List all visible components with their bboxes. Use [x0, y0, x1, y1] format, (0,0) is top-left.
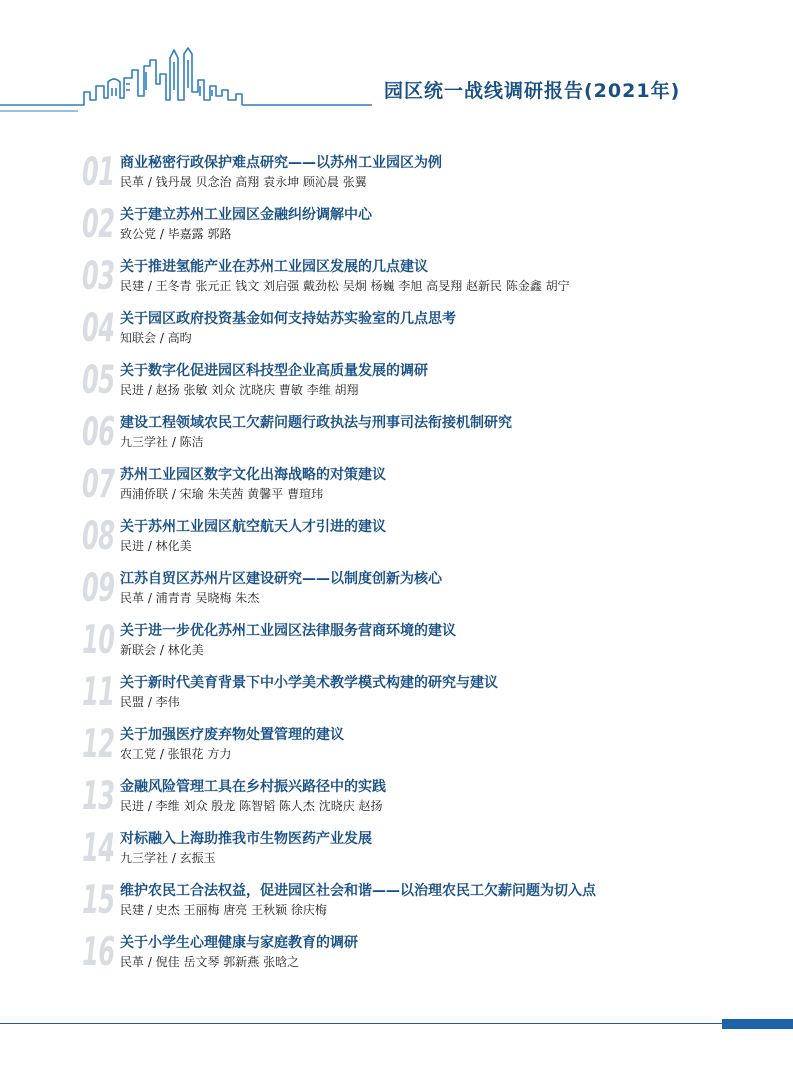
entry-title[interactable]: 关于加强医疗废弃物处置管理的建议 [120, 727, 344, 743]
entry-title[interactable]: 商业秘密行政保护难点研究——以苏州工业园区为例 [120, 155, 442, 171]
page-header [0, 40, 793, 120]
entry-number: 10 [82, 618, 115, 663]
entry-authors: 民革 / 浦青青 吴晓梅 朱杰 [120, 591, 260, 605]
entry-title[interactable]: 江苏自贸区苏州片区建设研究——以制度创新为核心 [120, 571, 442, 587]
entry-title[interactable]: 苏州工业园区数字文化出海战略的对策建议 [120, 467, 386, 483]
entry-number: 07 [82, 462, 115, 507]
entry-title[interactable]: 对标融入上海助推我市生物医药产业发展 [120, 831, 372, 847]
toc-entry[interactable] [82, 774, 772, 826]
entry-authors: 西浦侨联 / 宋瑜 朱芙茜 黄馨平 曹瑄玮 [120, 487, 324, 501]
toc-entry[interactable] [82, 202, 772, 254]
entry-authors: 民建 / 王冬青 张元正 钱文 刘启强 戴劲松 吴炯 杨巍 李旭 高旻翔 赵新民 陈金鑫 胡宁 [120, 279, 570, 293]
entry-title[interactable]: 金融风险管理工具在乡村振兴路径中的实践 [120, 779, 386, 795]
toc-entry[interactable] [82, 254, 772, 306]
entry-number: 15 [82, 878, 115, 923]
toc-entry[interactable] [82, 670, 772, 722]
toc-entry[interactable] [82, 930, 772, 982]
entry-title[interactable]: 维护农民工合法权益，促进园区社会和谐——以治理农民工欠薪问题为切入点 [120, 883, 596, 899]
entry-number: 09 [82, 566, 115, 611]
entry-title[interactable]: 关于苏州工业园区航空航天人才引进的建议 [120, 519, 386, 535]
report-title: 园区统一战线调研报告(2021年) [384, 80, 681, 102]
entry-authors: 民进 / 李维 刘众 殷龙 陈智韬 陈人杰 沈晓庆 赵扬 [120, 799, 383, 813]
entry-title[interactable]: 关于小学生心理健康与家庭教育的调研 [120, 935, 358, 951]
entry-number: 12 [82, 722, 115, 767]
entry-title[interactable]: 关于推进氢能产业在苏州工业园区发展的几点建议 [120, 259, 428, 275]
entry-number: 11 [82, 670, 115, 715]
entry-number: 13 [82, 774, 115, 819]
entry-authors: 民进 / 林化美 [120, 539, 192, 553]
entry-title[interactable]: 关于数字化促进园区科技型企业高质量发展的调研 [120, 363, 428, 379]
toc-entry[interactable] [82, 566, 772, 618]
entry-title[interactable]: 关于进一步优化苏州工业园区法律服务营商环境的建议 [120, 623, 456, 639]
entry-title[interactable]: 关于园区政府投资基金如何支持姑苏实验室的几点思考 [120, 311, 456, 327]
toc-entry[interactable] [82, 878, 772, 930]
table-of-contents [82, 150, 772, 982]
entry-authors: 民进 / 赵扬 张敏 刘众 沈晓庆 曹敏 李维 胡翔 [120, 383, 359, 397]
toc-entry[interactable] [82, 618, 772, 670]
entry-number: 08 [82, 514, 115, 559]
entry-number: 06 [82, 410, 115, 455]
toc-entry[interactable] [82, 826, 772, 878]
entry-authors: 民盟 / 李伟 [120, 695, 180, 709]
toc-entry[interactable] [82, 462, 772, 514]
entry-number: 16 [82, 930, 115, 975]
toc-entry[interactable] [82, 514, 772, 566]
footer-accent-bar [722, 1019, 793, 1029]
entry-number: 01 [82, 150, 115, 195]
entry-authors: 九三学社 / 陈洁 [120, 435, 204, 449]
entry-authors: 致公党 / 毕嘉露 郭路 [120, 227, 232, 241]
toc-entry[interactable] [82, 410, 772, 462]
entry-authors: 民革 / 倪佳 岳文琴 郭新燕 张晗之 [120, 955, 300, 969]
toc-entry[interactable] [82, 358, 772, 410]
entry-number: 04 [82, 306, 115, 351]
entry-authors: 农工党 / 张银花 方力 [120, 747, 232, 761]
entry-title[interactable]: 关于新时代美育背景下中小学美术教学模式构建的研究与建议 [120, 675, 498, 691]
entry-authors: 新联会 / 林化美 [120, 643, 204, 657]
toc-entry[interactable] [82, 722, 772, 774]
entry-number: 02 [82, 202, 115, 247]
entry-authors: 民革 / 钱丹晟 贝念治 高翔 袁永坤 顾沁晨 张翼 [120, 175, 367, 189]
entry-number: 03 [82, 254, 115, 299]
toc-entry[interactable] [82, 306, 772, 358]
entry-number: 05 [82, 358, 115, 403]
entry-authors: 九三学社 / 玄振玉 [120, 851, 216, 865]
entry-authors: 民建 / 史杰 王丽梅 唐亮 王秋颖 徐庆梅 [120, 903, 327, 917]
entry-title[interactable]: 关于建立苏州工业园区金融纠纷调解中心 [120, 207, 372, 223]
footer-rule [0, 1023, 722, 1024]
entry-number: 14 [82, 826, 115, 871]
entry-title[interactable]: 建设工程领域农民工欠薪问题行政执法与刑事司法衔接机制研究 [120, 415, 512, 431]
entry-authors: 知联会 / 高昀 [120, 331, 192, 345]
toc-entry[interactable] [82, 150, 772, 202]
